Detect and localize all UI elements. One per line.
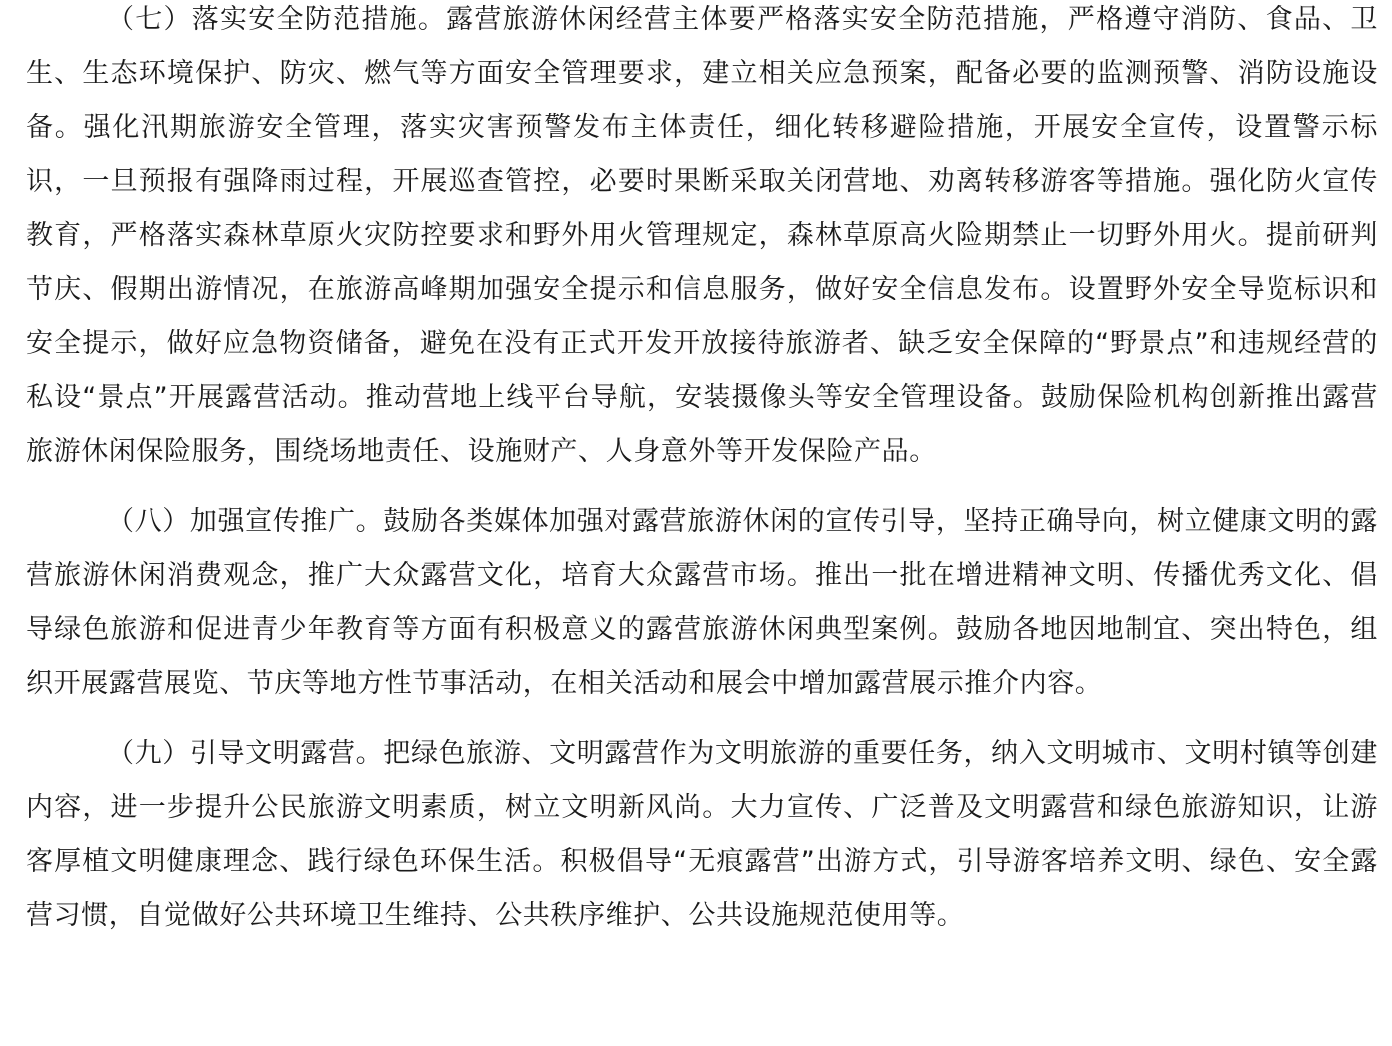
paragraph-section-8: （八）加强宣传推广。鼓励各类媒体加强对露营旅游休闲的宣传引导，坚持正确导向，树立健康文明的露营旅游休闲消费观念，推广大众露营文化，培育大众露营市场。推出一批在增进精神文明、传播优秀文化、倡导绿色旅游和促进青少年教育等方面有积极意义的露营旅游休闲典型案例。鼓励各地因地制宜、突出特色，组织开展露营展览、节庆等地方性节事活动，在相关活动和展会中增加露营展示推介内容。 <box>26 506 1378 699</box>
paragraph-section-9: （九）引导文明露营。把绿色旅游、文明露营作为文明旅游的重要任务，纳入文明城市、文明村镇等创建内容，进一步提升公民旅游文明素质，树立文明新风尚。大力宣传、广泛普及文明露营和绿色旅游知识，让游客厚植文明健康理念、践行绿色环保生活。积极倡导“无痕露营”出游方式，引导游客培养文明、绿色、安全露营习惯，自觉做好公共环境卫生维持、公共秩序维护、公共设施规范使用等。 <box>26 738 1378 931</box>
paragraph-section-7: （七）落实安全防范措施。露营旅游休闲经营主体要严格落实安全防范措施，严格遵守消防、食品、卫生、生态环境保护、防灾、燃气等方面安全管理要求，建立相关应急预案，配备必要的监测预警、消防设施设备。强化汛期旅游安全管理，落实灾害预警发布主体责任，细化转移避险措施，开展安全宣传，设置警示标识，一旦预报有强降雨过程，开展巡查管控，必要时果断采取关闭营地、劝离转移游客等措施。强化防火宣传教育，严格落实森林草原火灾防控要求和野外用火管理规定，森林草原高火险期禁止一切野外用火。提前研判节庆、假期出游情况，在旅游高峰期加强安全提示和信息服务，做好安全信息发布。设置野外安全导览标识和安全提示，做好应急物资储备，避免在没有正式开发开放接待旅游者、缺乏安全保障的“野景点”和违规经营的私设“景点”开展露营活动。推动营地上线平台导航，安装摄像头等安全管理设备。鼓励保险机构创新推出露营旅游休闲保险服务，围绕场地责任、设施财产、人身意外等开发保险产品。 <box>26 4 1378 467</box>
document-body <box>26 0 1378 943</box>
